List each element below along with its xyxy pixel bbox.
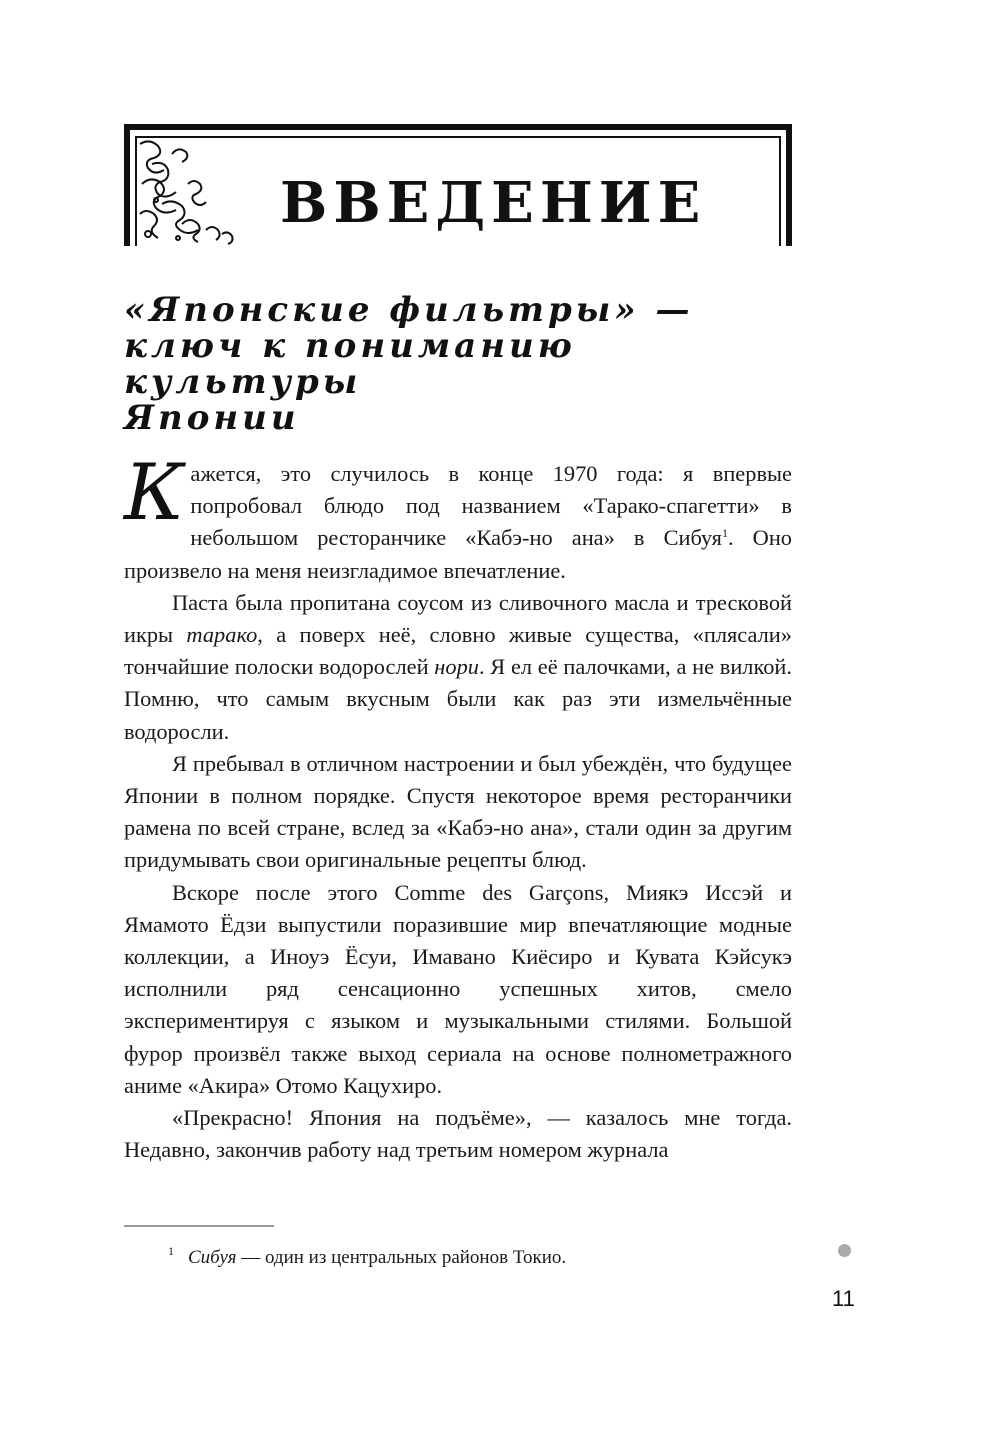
cloud-ornament-icon [132, 134, 244, 248]
body-text [124, 448, 793, 1166]
subtitle-line: Японии [124, 398, 300, 438]
subtitle-line: «Японские фильтры» — [124, 290, 694, 330]
footnote-text: — один из центральных районов Токио. [236, 1247, 567, 1268]
page-number: 11 [832, 1286, 855, 1311]
footnote-number: 1 [168, 1244, 174, 1258]
paragraph: Кажется, это случилось в конце 1970 года: я впервые попробовал блюдо под названием «Тарако-спагетти» в небольшом ресторанчике «Кабэ-но ана» в Сибуя$^1$. Оно произвело на меня неизгладимое впечатление. [124, 448, 793, 583]
chapter-title: ВВЕДЕНИЕ [280, 170, 707, 236]
paragraph: Я пребывал в отличном настроении и был убеждён, что будущее Японии в полном порядке. Спустя некоторое время ресторанчики рамена по всей стране, вслед за «Кабэ-но ана», стали один за другим придумывать свои оригинальные рецепты блюд. [124, 750, 792, 873]
footnote [168, 1238, 566, 1271]
paragraph: Вскоре после этого Comme des Garçons, Миякэ Иссэй и Ямамото Ёдзи выпустили поразившие мир впечатляющие модные коллекции, а Иноуэ Ёсуи, Имавано Киёсиро и Кувата Кэйсукэ исполнили ряд сенсационно успешных хитов, смело экспериментируя с языком и музыкальными стилями. Большой фурор произвёл также выход сериала на основе полнометражного аниме «Акира» Отомо Кацухиро. [124, 879, 792, 1098]
drop-cap: К [124, 448, 185, 538]
chapter-subtitle [124, 292, 804, 436]
subtitle-line: ключ к пониманию культуры [124, 326, 576, 402]
paragraph: Паста была пропитана соусом из сливочного масла и тресковой икры тарако, а поверх неё, словно живые существа, «плясали» тончайшие полоски водорослей нори. Я ел её палочками, а не вилкой. Помню, что самым вкусным были как раз эти измельчённые водоросли. [124, 589, 792, 744]
footnote-divider [124, 1225, 274, 1227]
footnote-term: Сибуя [188, 1247, 237, 1268]
paragraph: «Прекрасно! Япония на подъёме», — казалось мне тогда. Недавно, закончив работу над третьим номером журнала [124, 1105, 792, 1163]
page-marker-dot [838, 1244, 851, 1257]
footnote-ref[interactable]: 1 [721, 526, 728, 541]
